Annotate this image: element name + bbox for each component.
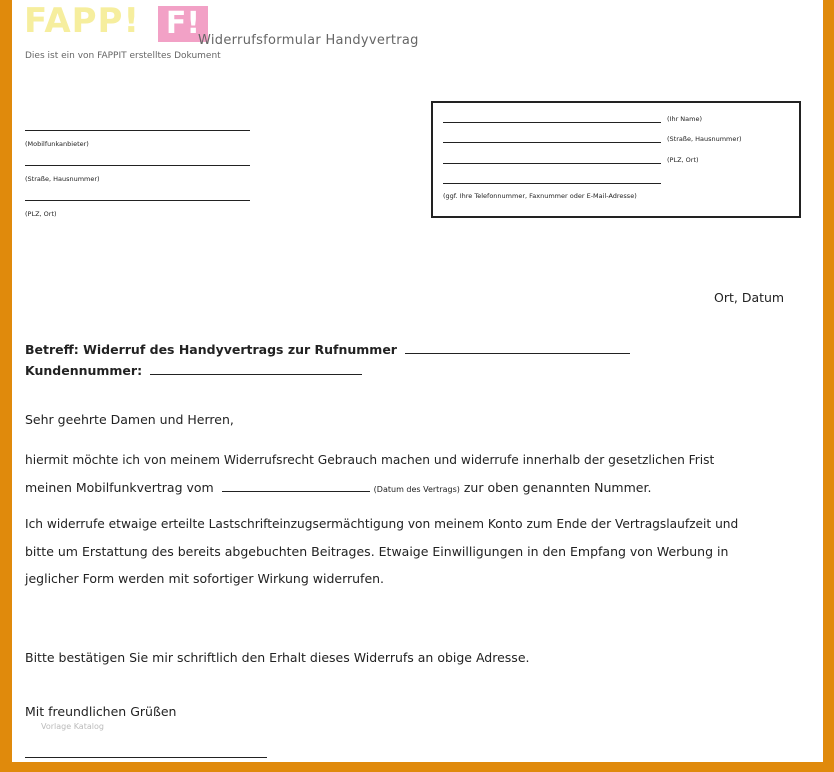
provider-street-line[interactable] (25, 165, 250, 166)
subject-line (25, 342, 630, 357)
paragraph1-line2-end: zur oben genannten Nummer. (463, 480, 652, 495)
document-page (12, 0, 823, 762)
provider-city-label: (PLZ, Ort) (25, 210, 57, 218)
provider-city-line[interactable] (25, 200, 250, 201)
logo-text-right: F! (158, 6, 208, 42)
provider-name-label: (Mobilfunkanbieter) (25, 140, 89, 148)
contract-date-note: (Datum des Vertrags) (373, 485, 460, 494)
sender-street-label: (Straße, Hausnummer) (667, 135, 742, 143)
provider-name-line[interactable] (25, 130, 250, 131)
paragraph1-line1: hiermit möchte ich von meinem Widerrufsrecht Gebrauch machen und widerrufe innerhalb der gesetzlichen Frist (25, 453, 715, 467)
salutation: Sehr geehrte Damen und Herren, (25, 412, 234, 427)
customer-number-label: Kundennummer: (25, 363, 143, 378)
paragraph2-line1: Ich widerrufe etwaige erteilte Lastschrifteinzugsermächtigung von meinem Konto zum Ende der Vertragslaufzeit und (25, 517, 739, 531)
logo-text-left: FAPP! (24, 1, 140, 41)
sender-city-label: (PLZ, Ort) (667, 156, 699, 164)
paragraph1-line2 (25, 480, 651, 495)
paragraph1-line2-start: meinen Mobilfunkvertrag vom (25, 480, 214, 495)
confirmation-request: Bitte bestätigen Sie mir schriftlich den Erhalt dieses Widerrufs an obige Adresse. (25, 650, 530, 665)
paragraph2-line2: bitte um Erstattung des bereits abgebuchten Beitrages. Etwaige Einwilligungen in den Empfang von Werbung in (25, 544, 729, 559)
sender-address-box (431, 101, 801, 218)
document-subtitle: Dies ist ein von FAPPIT erstelltes Dokument (25, 51, 221, 61)
sender-street-line[interactable] (443, 142, 661, 143)
paragraph2-line3: jeglicher Form werden mit sofortiger Wirkung widerrufen. (25, 571, 385, 586)
closing: Mit freundlichen Grüßen (25, 704, 177, 719)
signature-line[interactable] (25, 757, 267, 758)
document-title: Widerrufsformular Handyvertrag (198, 33, 419, 48)
customer-number-line (25, 363, 362, 378)
sender-contact-label: (ggf. Ihre Telefonnummer, Faxnummer oder E-Mail-Adresse) (443, 192, 637, 200)
contract-date-blank[interactable] (222, 480, 370, 492)
sender-city-line[interactable] (443, 163, 661, 164)
sender-contact-line[interactable] (443, 183, 661, 184)
place-date: Ort, Datum (714, 290, 785, 305)
subject-text: Betreff: Widerruf des Handyvertrags zur Rufnummer (25, 342, 397, 357)
phone-number-blank[interactable] (405, 342, 630, 354)
watermark: Vorlage Katalog (41, 722, 104, 731)
customer-number-blank[interactable] (150, 363, 362, 375)
sender-name-label: (Ihr Name) (667, 115, 703, 123)
sender-name-line[interactable] (443, 122, 661, 123)
fappit-logo (24, 1, 208, 44)
provider-street-label: (Straße, Hausnummer) (25, 175, 100, 183)
